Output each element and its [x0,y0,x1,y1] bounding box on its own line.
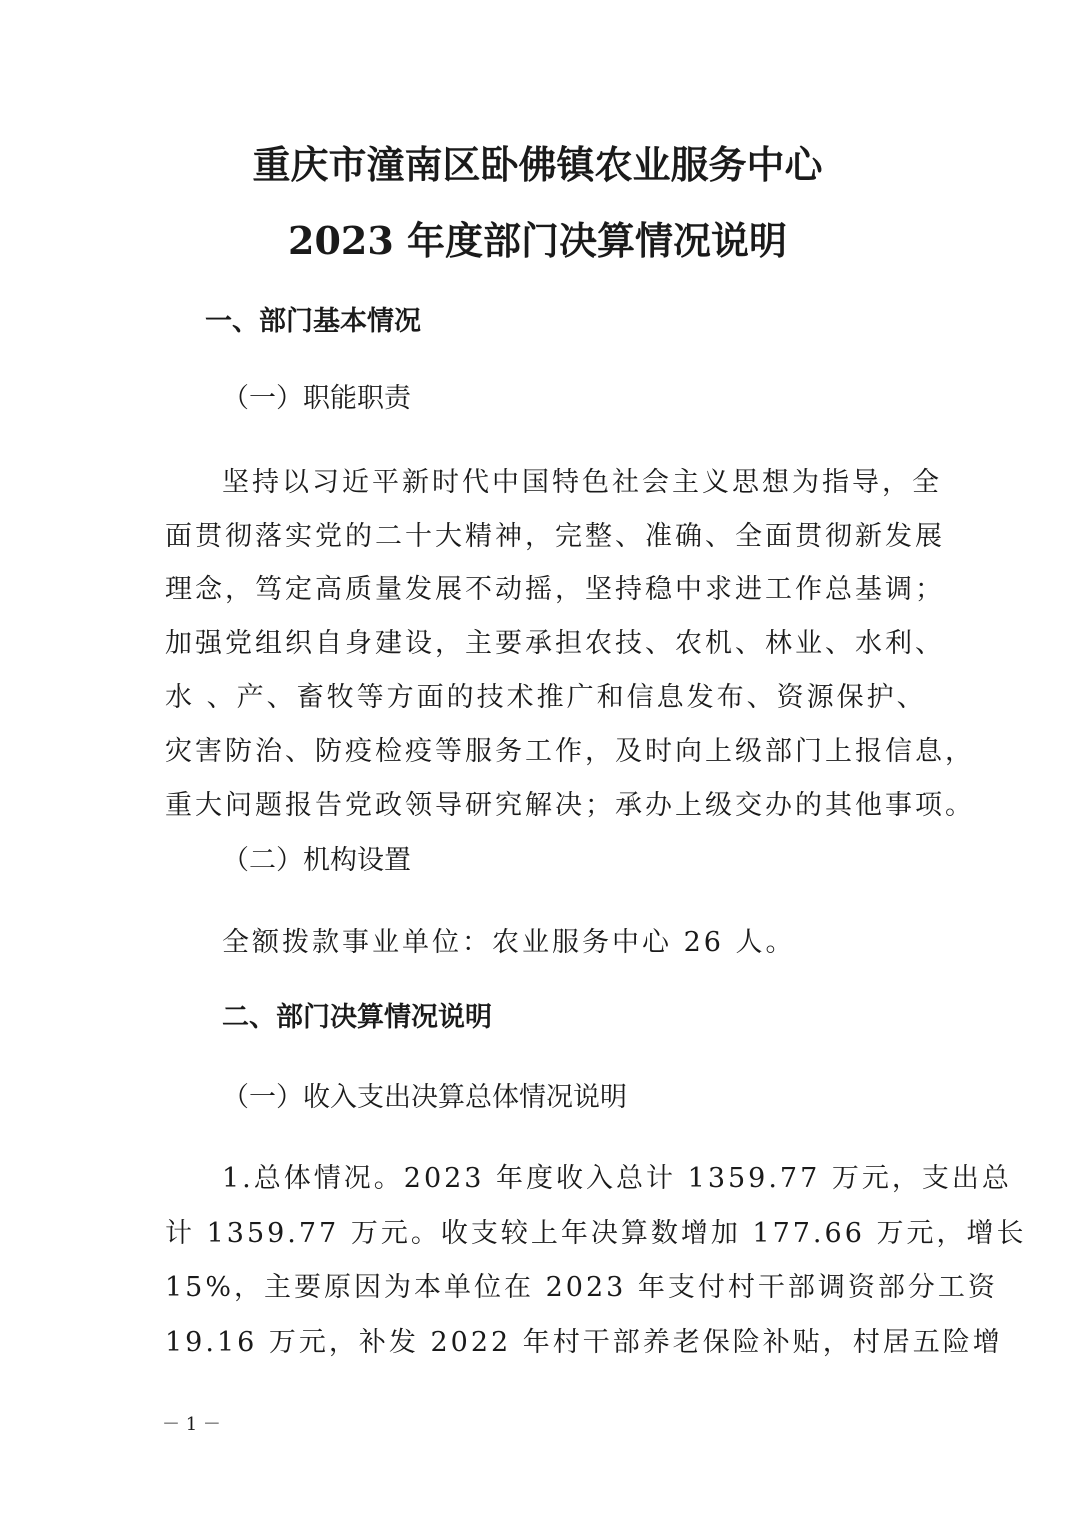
paragraph-line: 面贯彻落实党的二十大精神，完整、准确、全面贯彻新发展 [165,521,945,552]
sub2-heading: （二）机构设置 [222,845,411,876]
paragraph-line: 加强党组织自身建设，主要承担农技、农机、林业、水利、 [165,628,945,659]
paragraph-line: 水 、产、畜牧等方面的技术推广和信息发布、资源保护、 [165,682,927,713]
sub3-heading: （一）收入支出决算总体情况说明 [222,1082,627,1113]
section1-heading: 一、部门基本情况 [205,306,421,337]
paragraph-line: 灾害防治、防疫检疫等服务工作，及时向上级部门上报信息， [165,736,975,767]
paragraph-line: 15%，主要原因为本单位在 2023 年支付村干部调资部分工资 [165,1272,998,1303]
document-title-line2: 2023 年度部门决算情况说明 [288,218,787,263]
org-setup-text: 全额拨款事业单位：农业服务中心 26 人。 [222,927,796,958]
document-title-line1: 重庆市潼南区卧佛镇农业服务中心 [252,142,823,187]
section2-heading: 二、部门决算情况说明 [222,1002,492,1033]
sub1-heading: （一）职能职责 [222,383,411,414]
paragraph-line: 坚持以习近平新时代中国特色社会主义思想为指导，全 [222,467,942,498]
paragraph-line: 理念，笃定高质量发展不动摇，坚持稳中求进工作总基调； [165,574,945,605]
paragraph-line: 1.总体情况。2023 年度收入总计 1359.77 万元，支出总 [222,1163,1012,1194]
paragraph-line: 计 1359.77 万元。收支较上年决算数增加 177.66 万元，增长 [165,1218,1027,1249]
paragraph-line: 19.16 万元，补发 2022 年村干部养老保险补贴，村居五险增 [165,1327,1003,1358]
page-number: － 1 － [162,1414,221,1435]
paragraph-line: 重大问题报告党政领导研究解决；承办上级交办的其他事项。 [165,790,975,821]
